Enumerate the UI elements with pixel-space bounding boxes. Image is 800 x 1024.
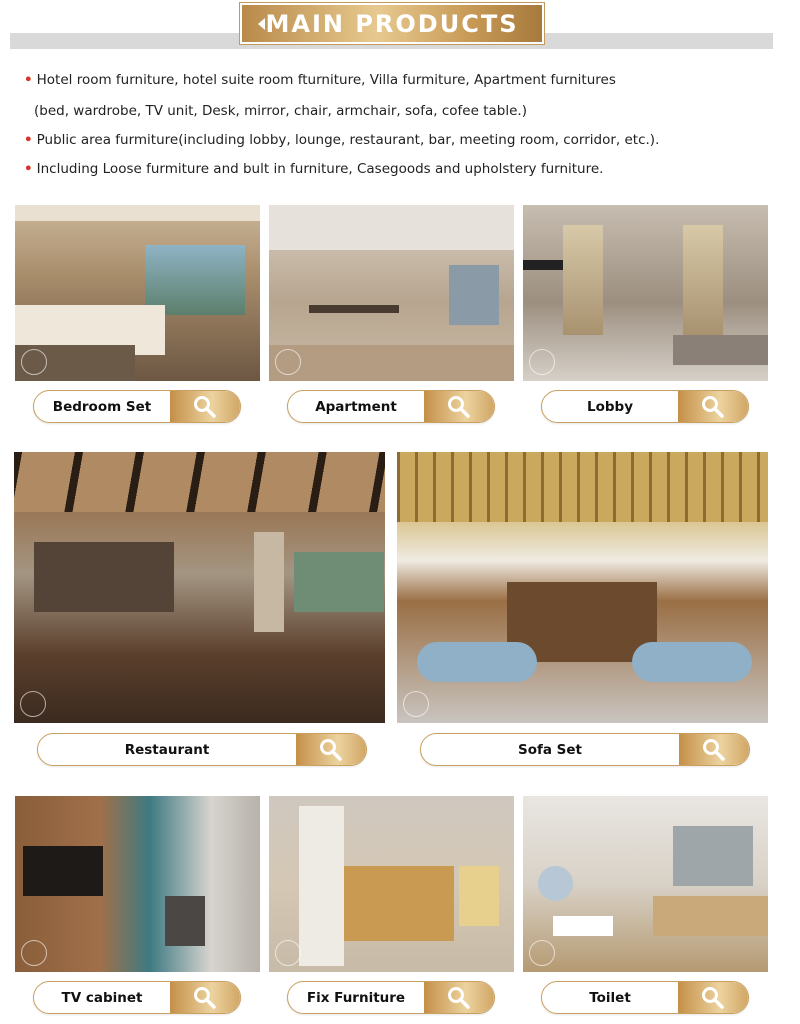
search-button[interactable] xyxy=(679,734,749,765)
product-button-lobby[interactable] xyxy=(541,390,749,423)
search-icon xyxy=(318,738,344,762)
bedroom-set-photo[interactable] xyxy=(15,205,260,381)
search-icon xyxy=(700,395,726,419)
search-button[interactable] xyxy=(296,734,366,765)
product-label: Bedroom Set xyxy=(52,398,152,415)
bullet-dot-icon: • xyxy=(24,161,33,177)
product-label: Sofa Set xyxy=(517,741,582,758)
watermark-logo-icon xyxy=(529,349,555,375)
search-icon xyxy=(446,986,472,1010)
apartment-photo[interactable] xyxy=(269,205,514,381)
bullet-dot-icon: • xyxy=(24,132,33,148)
search-button[interactable] xyxy=(678,391,748,422)
product-label: TV cabinet xyxy=(61,989,143,1006)
product-button-sofa-set[interactable] xyxy=(420,733,750,766)
tv-cabinet-photo[interactable] xyxy=(15,796,260,972)
product-label: Lobby xyxy=(586,398,633,415)
product-button-tv-cabinet[interactable] xyxy=(33,981,241,1014)
product-label: Apartment xyxy=(315,398,397,415)
search-icon xyxy=(446,395,472,419)
product-button-apartment[interactable] xyxy=(287,390,495,423)
search-button[interactable] xyxy=(424,391,494,422)
watermark-logo-icon xyxy=(21,940,47,966)
product-button-fix-furniture[interactable] xyxy=(287,981,495,1014)
watermark-logo-icon xyxy=(275,349,301,375)
bullet-item: • Hotel room furniture, hotel suite room fturniture, Villa furmiture, Apartment furnitures xyxy=(24,72,616,88)
search-icon xyxy=(701,738,727,762)
search-button[interactable] xyxy=(170,982,240,1013)
watermark-logo-icon xyxy=(21,349,47,375)
caret-left-icon xyxy=(258,18,265,30)
search-button[interactable] xyxy=(170,391,240,422)
bullet-dot-icon: • xyxy=(24,72,33,88)
section-title: MAIN PRODUCTS xyxy=(265,9,519,38)
product-button-bedroom-set[interactable] xyxy=(33,390,241,423)
fix-furniture-photo[interactable] xyxy=(269,796,514,972)
product-label: Restaurant xyxy=(124,741,210,758)
lobby-photo[interactable] xyxy=(523,205,768,381)
watermark-logo-icon xyxy=(20,691,46,717)
watermark-logo-icon xyxy=(529,940,555,966)
section-title-banner xyxy=(240,3,544,44)
bullet-item: • Including Loose furmiture and bult in furniture, Casegoods and upholstery furniture. xyxy=(24,161,604,177)
product-button-toilet[interactable] xyxy=(541,981,749,1014)
bullet-item: • Public area furmiture(including lobby, lounge, restaurant, bar, meeting room, corridor, etc.). xyxy=(24,132,660,148)
search-icon xyxy=(192,986,218,1010)
search-icon xyxy=(192,395,218,419)
search-button[interactable] xyxy=(678,982,748,1013)
product-button-restaurant[interactable] xyxy=(37,733,367,766)
product-label: Fix Furniture xyxy=(306,989,406,1006)
search-button[interactable] xyxy=(424,982,494,1013)
restaurant-photo[interactable] xyxy=(14,452,385,723)
product-label: Toilet xyxy=(589,989,631,1006)
sofa-set-photo[interactable] xyxy=(397,452,768,723)
bullet-item-continuation: (bed, wardrobe, TV unit, Desk, mirror, chair, armchair, sofa, cofee table.) xyxy=(34,103,527,119)
watermark-logo-icon xyxy=(403,691,429,717)
toilet-photo[interactable] xyxy=(523,796,768,972)
search-icon xyxy=(700,986,726,1010)
watermark-logo-icon xyxy=(275,940,301,966)
